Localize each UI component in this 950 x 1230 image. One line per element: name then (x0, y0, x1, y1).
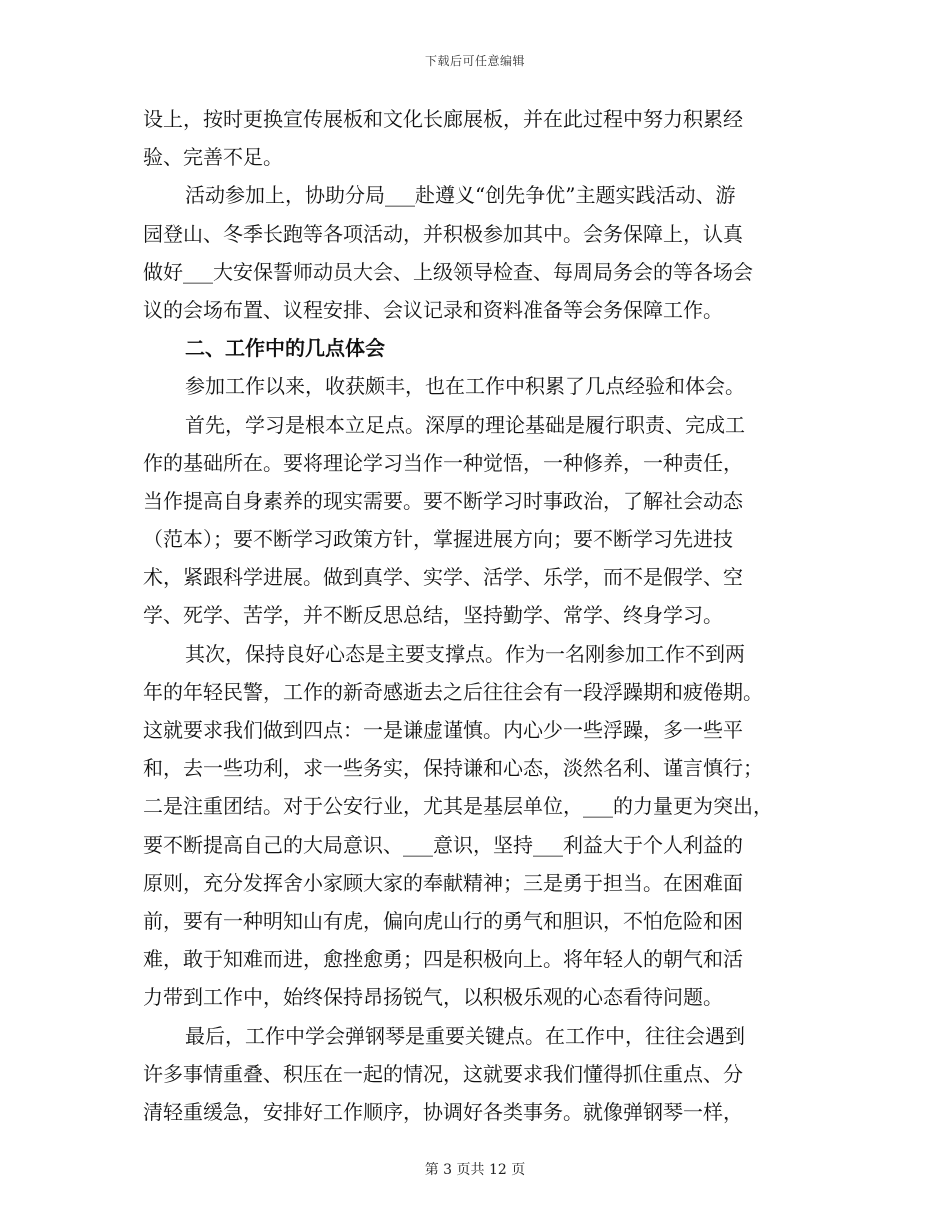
text-line: 作的基础所在。要将理论学习当作一种觉悟，一种修养，一种责任， (143, 450, 743, 475)
text-line: 参加工作以来，收获颇丰，也在工作中积累了几点经验和体会。 (185, 374, 745, 399)
text-line: 议的会场布置、议程安排、会议记录和资料准备等会务保障工作。 (143, 297, 723, 322)
text-line: 活动参加上，协助分局___赴遵义“创先争优”主题实践活动、游 (185, 183, 736, 208)
text-line: 清轻重缓急，安排好工作顺序，协调好各类事务。就像弹钢琴一样， (143, 1099, 743, 1124)
text-line: 许多事情重叠、积压在一起的情况，这就要求我们懂得抓住重点、分 (143, 1061, 743, 1086)
text-line: 要不断提高自己的大局意识、___意识，坚持___利益大于个人利益的 (143, 832, 743, 857)
text-line: 原则，充分发挥舍小家顾大家的奉献精神；三是勇于担当。在困难面 (143, 870, 743, 895)
text-line: 前，要有一种明知山有虎，偏向虎山行的勇气和胆识，不怕危险和困 (143, 908, 743, 933)
text-line: 首先，学习是根本立足点。深厚的理论基础是履行职责、完成工 (185, 412, 745, 437)
text-line: 年的年轻民警，工作的新奇感逝去之后往往会有一段浮躁期和疲倦期。 (143, 679, 763, 704)
text-line: 力带到工作中，始终保持昂扬锐气，以积极乐观的心态看待问题。 (143, 985, 723, 1010)
text-line: 学、死学、苦学，并不断反思总结，坚持勤学、常学、终身学习。 (143, 603, 723, 628)
text-line: 当作提高自身素养的现实需要。要不断学习时事政治，了解社会动态 (143, 488, 743, 513)
text-line: 最后，工作中学会弹钢琴是重要关键点。在工作中，往往会遇到 (185, 1023, 745, 1048)
text-line: 设上，按时更换宣传展板和文化长廊展板，并在此过程中努力积累经 (143, 107, 743, 131)
text-line: 术，紧跟科学进展。做到真学、实学、活学、乐学，而不是假学、空 (143, 565, 743, 590)
page-footer: 第 3 页共 12 页 (424, 1162, 526, 1178)
text-line: 其次，保持良好心态是主要支撑点。作为一名刚参加工作不到两 (185, 641, 745, 666)
text-line: 园登山、冬季长跑等各项活动，并积极参加其中。会务保障上，认真 (143, 221, 743, 246)
text-line: 二是注重团结。对于公安行业，尤其是基层单位，___的力量更为突出， (143, 794, 773, 819)
text-line: 验、完善不足。 (143, 145, 283, 170)
section-heading: 二、工作中的几点体会 (185, 336, 385, 361)
text-line: 做好___大安保誓师动员大会、上级领导检查、每周局务会的等各场会 (143, 259, 753, 284)
text-line: 这就要求我们做到四点：一是谦虚谨慎。内心少一些浮躁，多一些平 (143, 718, 743, 742)
page-header: 下载后可任意编辑 (424, 54, 525, 68)
text-line: 和，去一些功利，求一些务实，保持谦和心态，淡然名利、谨言慎行； (143, 756, 763, 781)
text-line: （范本）；要不断学习政策方针，掌握进展方向；要不断学习先进技 (143, 527, 733, 552)
text-line: 难，敢于知难而进，愈挫愈勇；四是积极向上。将年轻人的朝气和活 (143, 947, 743, 972)
document-body (143, 100, 813, 1131)
